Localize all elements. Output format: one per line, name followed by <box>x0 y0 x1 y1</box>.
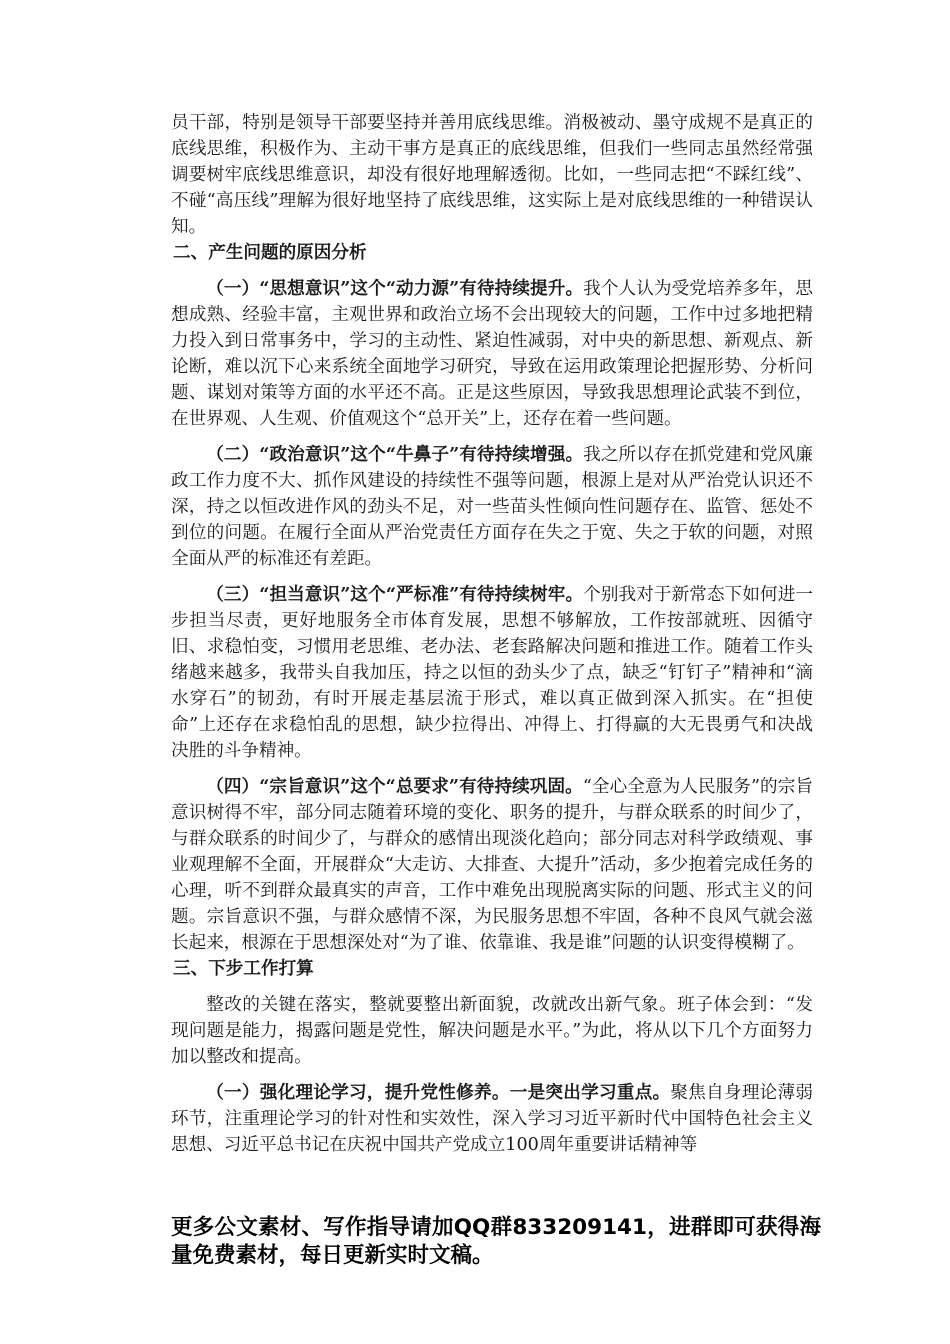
document-body <box>171 110 813 1158</box>
item-body: 聚焦自身理论薄弱环节，注重理论学习的针对性和实效性，深入学习习近平新时代中国特色社会主义思想、习近平总书记在庆祝中国共产党成立100周年重要讲话精神等 <box>171 1083 813 1155</box>
item-lead: （四）“宗旨意识”这个“总要求”有待持续巩固。 <box>206 776 583 797</box>
intro-paragraph: 员干部，特别是领导干部要坚持并善用底线思维。消极被动、墨守成规不是真正的底线思维，积极作为、主动干事方是真正的底线思维，但我们一些同志虽然经常强调要树牢底线思维意识，却没有很好地理解透彻。比如，一些同志把“不踩红线”、不碰“高压线”理解为很好地坚持了底线思维，这实际上是对底线思维的一种错误认知。 <box>171 113 813 237</box>
item-body: 个别我对于新常态下如何进一步担当尽责，更好地服务全市体育发展，思想不够解放，工作按部就班、因循守旧、求稳怕变，习惯用老思维、老办法、老套路解决问题和推进工作。随着工作头绪越来越多，我带头自我加压，持之以恒的劲头少了点，缺乏“钉钉子”精神和“滴水穿石”的韧劲，有时开展走基层流于形式，难以真正做到深入抓实。在“担使命”上还存在求稳怕乱的思想，缺少拉得出、冲得上、打得赢的大无畏勇气和决战决胜的斗争精神。 <box>171 585 813 761</box>
item-lead: （一）“思想意识”这个“动力源”有待持续提升。 <box>206 278 584 299</box>
section-2-item-2 <box>171 442 813 572</box>
item-body: 我个人认为受党培养多年，思想成熟、经验丰富，主观世界和政治立场不会出现较大的问题，工作中过多地把精力投入到日常事务中，学习的主动性、紧迫性减弱，对中央的新思想、新观点、新论断，难以沉下心来系统全面地学习研究，导致在运用政策理论把握形势、分析问题、谋划对策等方面的水平还不高。正是这些原因，导致我思想理论武装不到位，在世界观、人生观、价值观这个“总开关”上，还存在着一些问题。 <box>171 279 813 429</box>
item-lead: （一）强化理论学习，提升党性修养。一是突出学习重点。 <box>206 1082 671 1103</box>
item-body: “全心全意为人民服务”的宗旨意识树得不牢，部分同志随着环境的变化、职务的提升，与群众联系的时间少了，与群众联系的时间少了，与群众的感情出现淡化趋向；部分同志对科学政绩观、事业观理解不全面，开展群众“大走访、大排查、大提升”活动，多少抱着完成任务的心理，听不到群众最真实的声音，工作中难免出现脱离实际的问题、形式主义的问题。宗旨意识不强，与群众感情不深，为民服务思想不牢固，各种不良风气就会滋长起来，根源在于思想深处对“为了谁、依靠谁、我是谁”问题的认识变得模糊了。 <box>171 777 813 953</box>
promo-footer-note: 更多公文素材、写作指导请加QQ群833209141，进群即可获得海量免费素材，每日更新实时文稿。 <box>171 1215 821 1268</box>
item-lead: （三）“担当意识”这个“严标准”有待持续树牢。 <box>206 584 584 605</box>
section-3-item-1 <box>171 1080 813 1158</box>
item-body: 我之所以存在抓党建和党风廉政工作力度不大、抓作风建设的持续性不强等问题，根源上是对从严治党认识还不深，持之以恒改进作风的劲头不足，对一些苗头性倾向性问题存在、监管、惩处不到位的问题。在履行全面从严治党责任方面存在失之于宽、失之于软的问题，对照全面从严的标准还有差距。 <box>171 445 813 569</box>
section-3-intro: 整改的关键在落实，整就要整出新面貌，改就改出新气象。班子体会到：“发现问题是能力，揭露问题是党性，解决问题是水平。”为此，将从以下几个方面努力加以整改和提高。 <box>171 995 813 1067</box>
item-lead: （二）“政治意识”这个“牛鼻子”有待持续增强。 <box>206 444 584 465</box>
section-2-item-3 <box>171 582 813 764</box>
section-2-heading: 二、产生问题的原因分析 <box>173 242 367 263</box>
section-2-item-1 <box>171 276 813 432</box>
section-3-heading: 三、下步工作打算 <box>173 958 314 979</box>
section-2-item-4 <box>171 774 813 956</box>
